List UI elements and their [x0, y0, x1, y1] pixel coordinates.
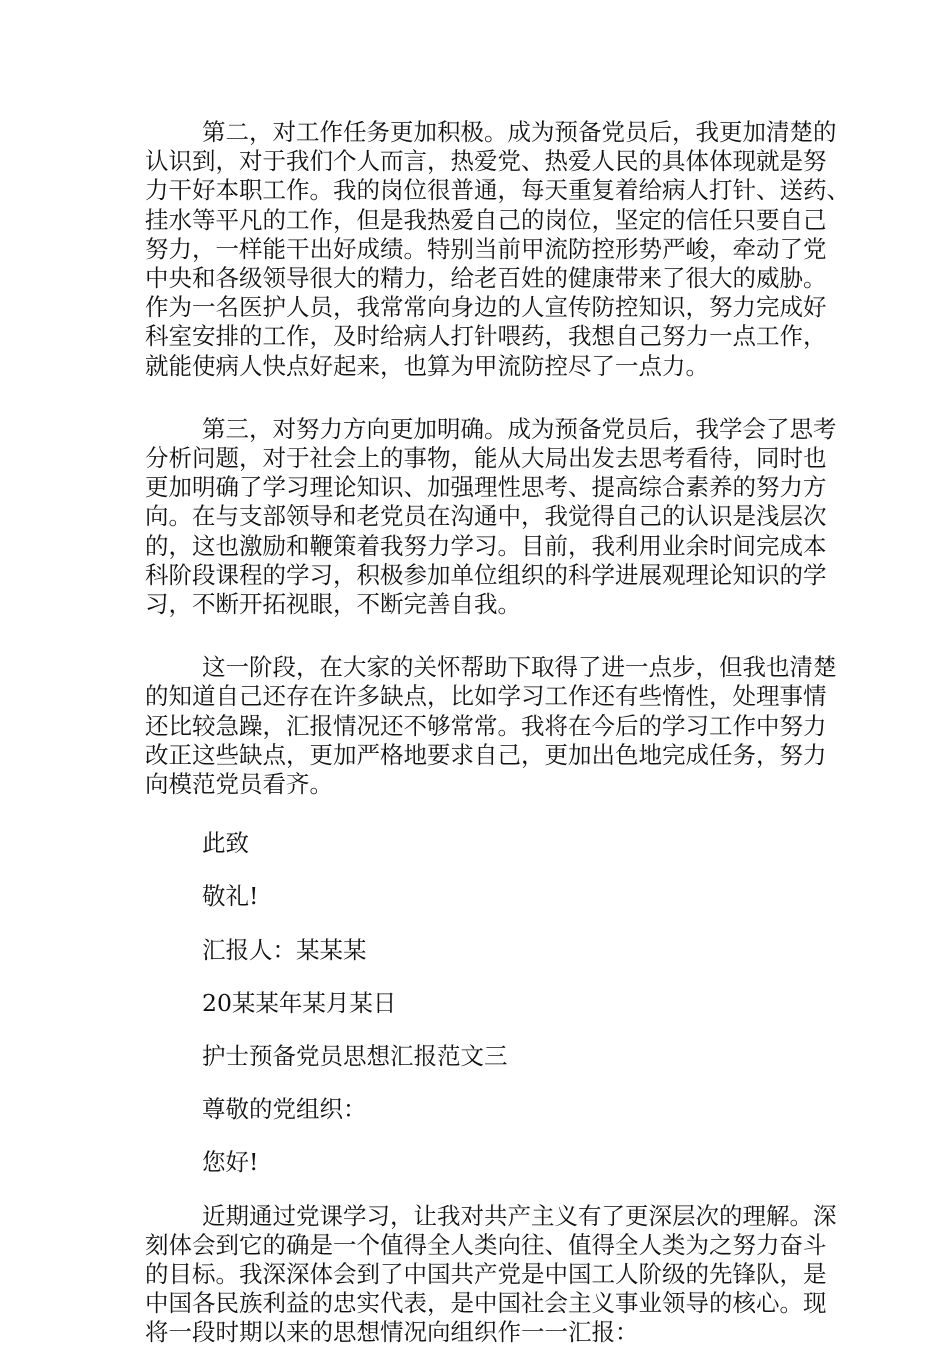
text-line: 近期通过党课学习，让我对共产主义有了更深层次的理解。深 [202, 1201, 837, 1230]
text-line: 的，这也激励和鞭策着我努力学习。目前，我利用业余时间完成本 [145, 531, 827, 560]
paragraph-work-attitude [145, 118, 850, 381]
text-line: 第二，对工作任务更加积极。成为预备党员后，我更加清楚的 [202, 118, 837, 146]
text-line: 将一段时期以来的思想情况向组织作一一汇报： [145, 1318, 639, 1347]
text-line: 习，不断开拓视眼，不断完善自我。 [145, 590, 521, 619]
closing-line: 此致 [202, 829, 249, 858]
text-line: 第三，对努力方向更加明确。成为预备党员后，我学会了思考 [202, 414, 837, 443]
text-line: 力干好本职工作。我的岗位很普通，每天重复着给病人打针、送药、 [145, 176, 850, 205]
greeting: 您好! [202, 1148, 259, 1177]
text-line: 挂水等平凡的工作，但是我热爱自己的岗位，坚定的信任只要自己 [145, 205, 827, 234]
text-line: 科阶段课程的学习，积极参加单位组织的科学进展观理论知识的学 [145, 560, 827, 589]
report-date: 20某某年某月某日 [202, 988, 397, 1017]
text-line: 的目标。我深深体会到了中国共产党是中国工人阶级的先锋队，是 [145, 1259, 827, 1288]
text-line: 的知道自己还存在许多缺点，比如学习工作还有些惰性，处理事情 [145, 682, 827, 711]
text-line: 中国各民族利益的忠实代表，是中国社会主义事业领导的核心。现 [145, 1289, 827, 1318]
text-line: 努力，一样能干出好成绩。特别当前甲流防控形势严峻，牵动了党 [145, 234, 827, 263]
text-line: 向模范党员看齐。 [145, 770, 333, 799]
text-line: 刻体会到它的确是一个值得全人类向往、值得全人类为之努力奋斗 [145, 1230, 827, 1259]
text-line: 科室安排的工作，及时给病人打针喂药，我想自己努力一点工作， [145, 322, 827, 351]
text-line: 更加明确了学习理论知识、加强理性思考、提高综合素养的努力方 [145, 473, 827, 502]
text-line: 还比较急躁，汇报情况还不够常常。我将在今后的学习工作中努力 [145, 711, 827, 740]
text-line: 分析问题，对于社会上的事物，能从大局出发去思考看待，同时也 [145, 444, 827, 473]
text-line: 认识到，对于我们个人而言，热爱党、热爱人民的具体体现就是努 [145, 147, 827, 176]
text-line: 向。在与支部领导和老党员在沟通中，我觉得自己的认识是浅层次 [145, 502, 827, 531]
paragraph-party-study [145, 1201, 837, 1348]
paragraph-direction [145, 414, 837, 619]
reporter-signature: 汇报人：某某某 [202, 935, 367, 964]
paragraph-shortcomings [145, 653, 837, 799]
text-line: 就能使病人快点好起来，也算为甲流防控尽了一点力。 [145, 351, 709, 380]
text-line: 这一阶段，在大家的关怀帮助下取得了进一点步，但我也清楚 [202, 653, 837, 682]
document-page [145, 118, 850, 1348]
next-section-title: 护士预备党员思想汇报范文三 [202, 1042, 508, 1071]
text-line: 作为一名医护人员，我常常向身边的人宣传防控知识，努力完成好 [145, 293, 827, 322]
salutation: 尊敬的党组织： [202, 1095, 367, 1124]
closing-salute: 敬礼! [202, 882, 259, 911]
text-line: 中央和各级领导很大的精力，给老百姓的健康带来了很大的威胁。 [145, 264, 827, 293]
text-line: 改正这些缺点，更加严格地要求自己，更加出色地完成任务，努力 [145, 740, 827, 769]
